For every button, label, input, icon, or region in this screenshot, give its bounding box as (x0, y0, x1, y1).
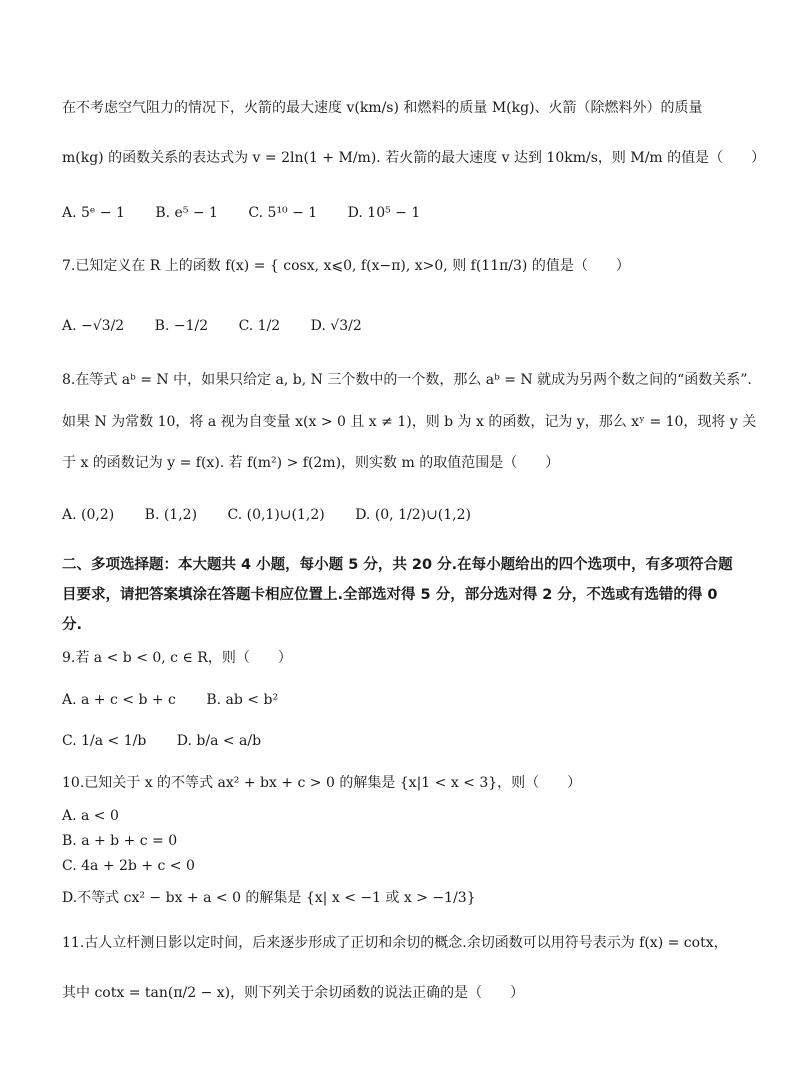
q8-stem-line3: 于 x 的函数记为 y = f(x). 若 f(m²) > f(2m)，则实数 m 的取值范围是（ ） (62, 455, 560, 471)
q11-stem-line2: 其中 cotx = tan(π/2 − x)，则下列关于余切函数的说法正确的是（ ） (62, 985, 525, 1001)
q11-stem-line1: 11.古人立杆测日影以定时间，后来逐步形成了正切和余切的概念.余切函数可以用符号表示为 f(x) = cotx， (62, 935, 728, 951)
q7-option-b: B. −1/2 (154, 318, 209, 334)
q8-options (62, 507, 497, 523)
q8-stem-line2: 如果 N 为常数 10，将 a 视为自变量 x(x > 0 且 x ≠ 1)，则 b 为 x 的函数，记为 y，那么 xʸ = 10，现将 y 关 (62, 414, 757, 430)
q9-options-row1 (62, 692, 304, 708)
q9-option-d: D. b/a < a/b (176, 733, 262, 749)
q7-option-c: C. 1/2 (238, 318, 281, 334)
q7-options (62, 318, 388, 334)
q10-option-d: D.不等式 cx² − bx + a < 0 的解集是 {x| x < −1 或 x > −1/3} (62, 890, 476, 906)
q7-option-d: D. √3/2 (310, 318, 362, 334)
q6-stem-line1: 在不考虑空气阻力的情况下，火箭的最大速度 v(km/s) 和燃料的质量 M(kg)、火箭（除燃料外）的质量 (62, 100, 703, 116)
q8-option-c: C. (0,1)∪(1,2) (227, 507, 325, 523)
q10-stem: 10.已知关于 x 的不等式 ax² + bx + c > 0 的解集是 {x|1 < x < 3}，则（ ） (62, 775, 582, 791)
q7-stem: 7.已知定义在 R 上的函数 f(x) = { cosx, x⩽0, f(x−π), x>0, 则 f(11π/3) 的值是（ ） (62, 258, 630, 274)
q9-option-b: B. ab < b² (206, 692, 279, 708)
q9-option-a: A. a + c < b + c (62, 692, 176, 708)
section-2-heading: 二、多项选择题：本大题共 4 小题，每小题 5 分，共 20 分.在每小题给出的四个选项中，有多项符合题目要求，请把答案填涂在答题卡相应位置上.全部选对得 5 分，部分选对得 2 分，不选或有选错的得 0 分. (62, 557, 733, 633)
q8-option-b: B. (1,2) (144, 507, 198, 523)
q9-stem: 9.若 a < b < 0, c ∈ R，则（ ） (62, 650, 292, 666)
q8-stem-line1: 8.在等式 aᵇ = N 中，如果只给定 a, b, N 三个数中的一个数，那么 aᵇ = N 就成为另两个数之间的“函数关系”. (62, 372, 752, 388)
q10-option-b: B. a + b + c = 0 (62, 833, 178, 849)
q10-option-a: A. a < 0 (62, 808, 119, 824)
q9-options-row2 (62, 733, 287, 749)
q6-option-c: C. 5¹⁰ − 1 (248, 205, 318, 221)
q6-option-a: A. 5ᵉ − 1 (62, 205, 125, 221)
q6-options (62, 205, 446, 221)
q6-stem-line2: m(kg) 的函数关系的表达式为 v = 2ln(1 + M/m). 若火箭的最大速度 v 达到 10km/s，则 M/m 的值是（ ） (62, 150, 766, 166)
q6-option-b: B. e⁵ − 1 (155, 205, 218, 221)
q10-option-c: C. 4a + 2b + c < 0 (62, 858, 195, 874)
q7-option-a: A. −√3/2 (62, 318, 125, 334)
q9-option-c: C. 1/a < 1/b (62, 733, 147, 749)
q8-option-d: D. (0, 1/2)∪(1,2) (355, 507, 471, 523)
q6-option-d: D. 10⁵ − 1 (347, 205, 421, 221)
q8-option-a: A. (0,2) (62, 507, 115, 523)
